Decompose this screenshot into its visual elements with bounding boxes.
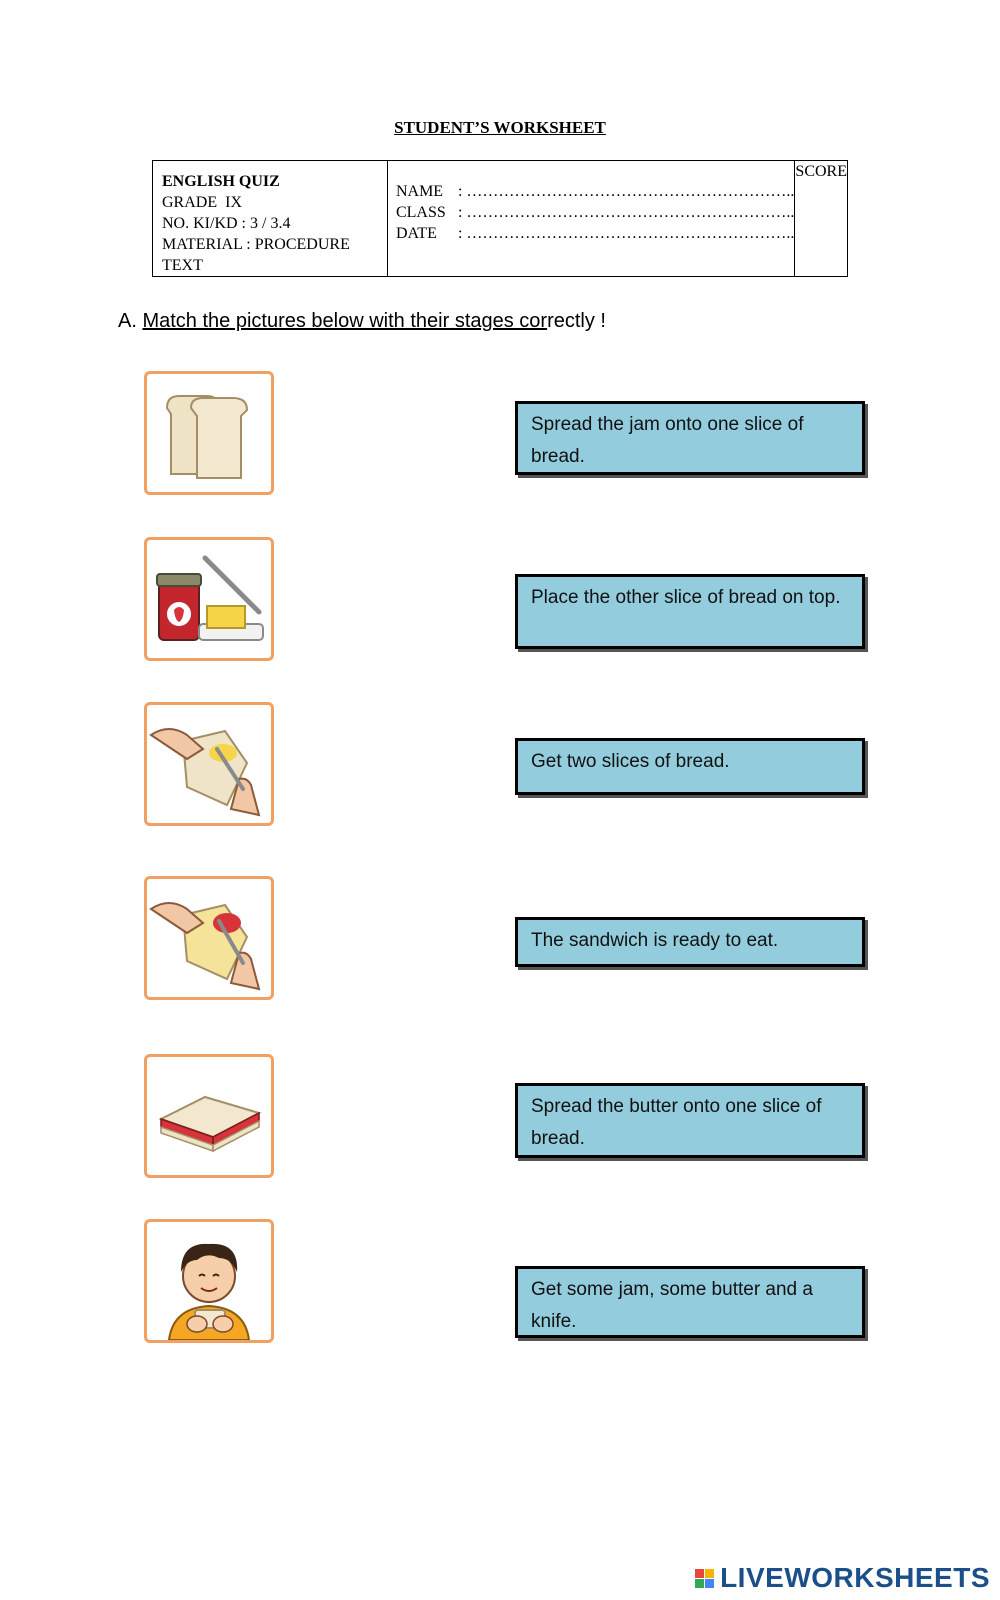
picture-4[interactable]	[144, 876, 274, 1000]
picture-2[interactable]	[144, 537, 274, 661]
date-blank: : ……………………………………………………..	[457, 225, 795, 242]
stage-box-3[interactable]: Get two slices of bread.	[515, 738, 865, 795]
picture-1[interactable]	[144, 371, 274, 495]
class-blank: : ……………………………………………………..	[457, 204, 795, 221]
jam-butter-knife-icon	[147, 540, 271, 658]
stage-box-1[interactable]: Spread the jam onto one slice of bread.	[515, 401, 865, 475]
bread-slices-icon	[147, 374, 271, 492]
stage-box-6[interactable]: Get some jam, some butter and a knife.	[515, 1266, 865, 1338]
date-row[interactable]	[396, 223, 794, 244]
instruction-text	[118, 310, 606, 333]
stage-box-4[interactable]: The sandwich is ready to eat.	[515, 917, 865, 967]
liveworksheets-logo	[695, 1562, 990, 1594]
date-label: DATE	[395, 225, 437, 242]
liveworksheets-icon	[695, 1569, 714, 1588]
material-text: MATERIAL : PROCEDURE TEXT	[162, 236, 350, 274]
name-row[interactable]	[396, 181, 794, 202]
score-cell[interactable]	[795, 161, 848, 277]
score-label: SCORE	[795, 163, 847, 180]
grade-text: GRADE IX	[162, 194, 242, 211]
sandwich-icon	[147, 1057, 271, 1175]
class-label: CLASS	[395, 204, 446, 221]
subject-text: ENGLISH QUIZ	[162, 173, 280, 190]
kikd-text: NO. KI/KD : 3 / 3.4	[162, 215, 291, 232]
worksheet-title: STUDENT’S WORKSHEET	[394, 118, 606, 137]
spreading-butter-icon	[147, 705, 271, 823]
stage-box-2[interactable]: Place the other slice of bread on top.	[515, 574, 865, 649]
student-info-cell	[387, 161, 794, 277]
picture-6[interactable]	[144, 1219, 274, 1343]
brand-text: LIVEWORKSHEETS	[720, 1562, 990, 1593]
quiz-info-cell	[153, 161, 388, 277]
instruction-prefix: A.	[118, 310, 143, 332]
boy-eating-icon	[147, 1222, 271, 1340]
instruction-underlined: Match the pictures below with their stages cor	[142, 310, 548, 332]
stage-box-5[interactable]: Spread the butter onto one slice of bread.	[515, 1083, 865, 1158]
name-label: NAME	[395, 183, 444, 200]
picture-5[interactable]	[144, 1054, 274, 1178]
name-blank: : ……………………………………………………..	[457, 183, 795, 200]
class-row[interactable]	[396, 202, 794, 223]
info-table	[152, 160, 848, 277]
picture-3[interactable]	[144, 702, 274, 826]
spreading-jam-icon	[147, 879, 271, 997]
instruction-rest: rectly !	[547, 310, 606, 332]
